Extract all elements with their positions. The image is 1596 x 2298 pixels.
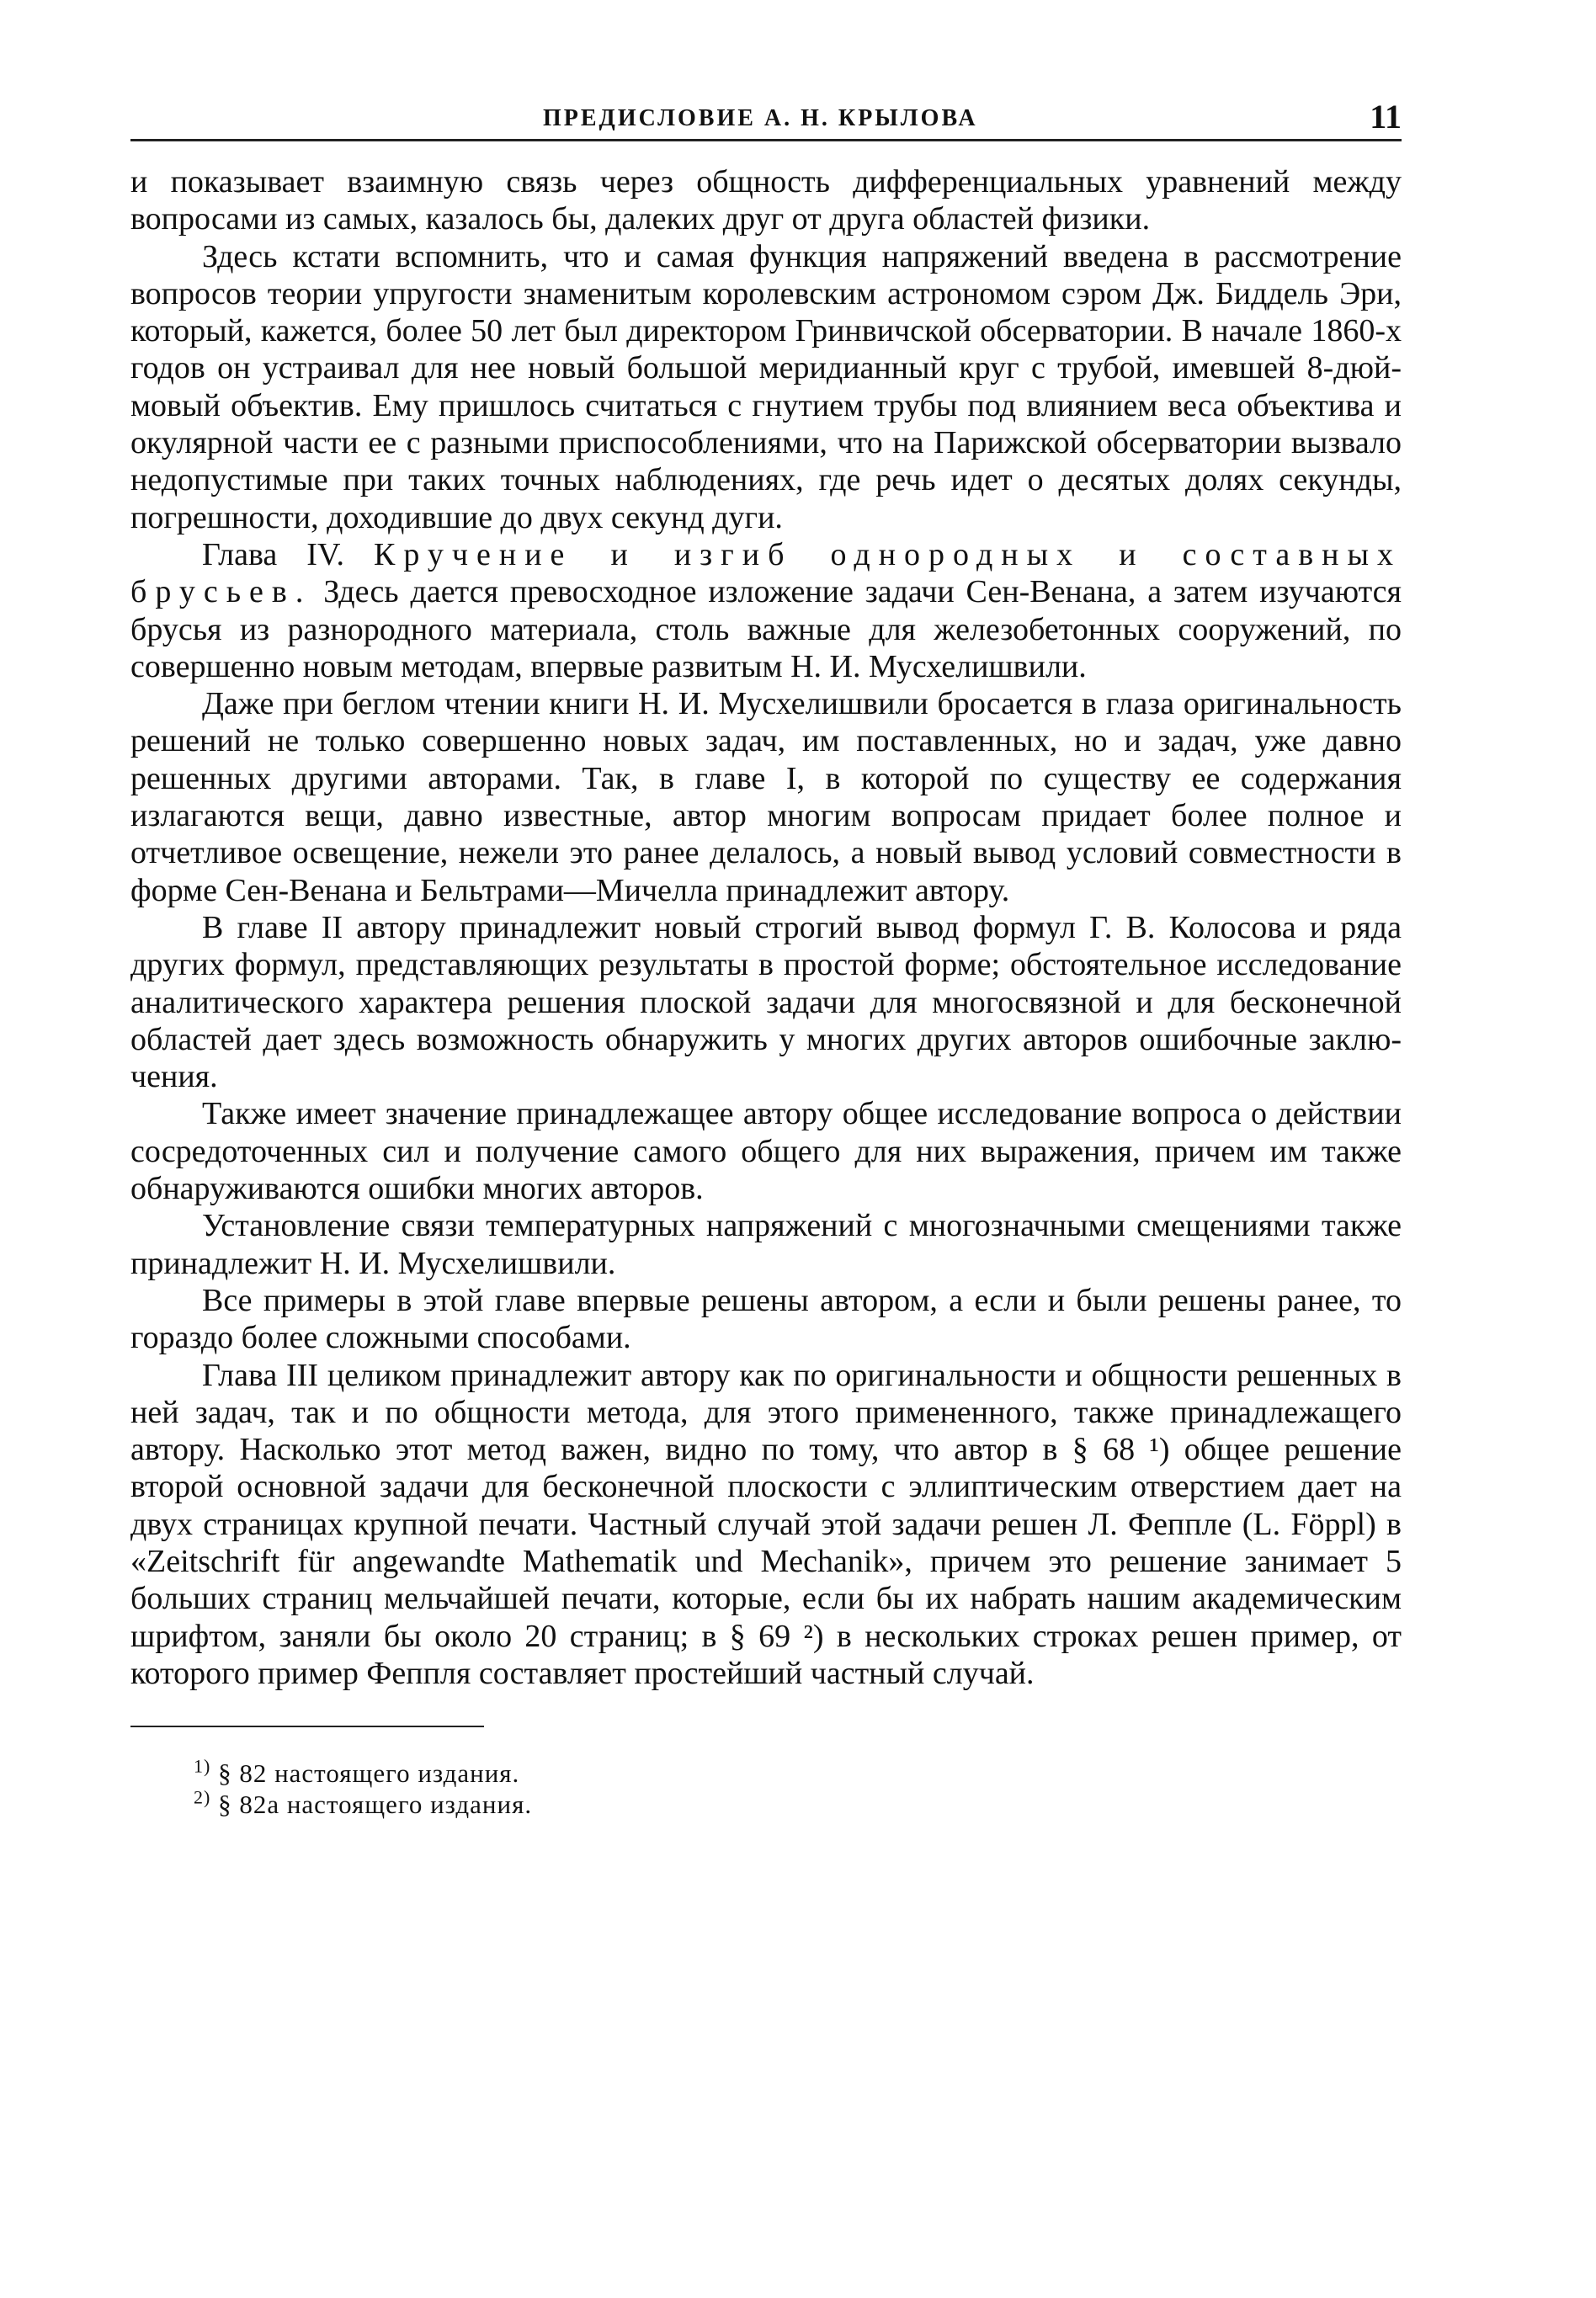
page-number: 11 [1370,98,1402,136]
paragraph-text: Здесь дается превосходное изложение задачи Сен-Венана, а затем изучаются брусья из разнородного материала, столь важные для железобетонных сооружений, по совершенно новым методам, впервые развитым Н. И. Мусхелишвили. [130,574,1402,684]
paragraph: Установление связи температурных напряжений с многозначными смещениями также принадлежит Н. И. Мусхелишвили. [130,1208,1402,1281]
running-title: ПРЕДИСЛОВИЕ А. Н. КРЫЛОВА [543,105,978,131]
paragraph: Все примеры в этой главе впервые решены автором, а если и были решены ранее, то гораздо более сложными способами. [130,1282,1402,1356]
footnotes [130,1726,1402,1820]
running-header [130,97,1402,141]
footnote-text: § 82 настоящего издания. [218,1758,520,1789]
footnote-text: § 82а настоящего издания. [218,1790,533,1820]
footnote-mark: 2) [194,1786,211,1808]
paragraph: В главе II автору принадлежит новый строгий вывод формул Г. В. Колосова и ряда других формул, представляющих результаты в простой форме; обстоятельное исследование аналитического характера решения плоской задачи для многосвязной и для бесконечной областей дает здесь возможность обнаружить у многих других авторов ошибочные заключения. [130,909,1402,1095]
footnote-mark: 1) [194,1755,211,1777]
paragraph: Здесь кстати вспомнить, что и самая функция напряжений введена в рассмотрение вопросов теории упругости знаменитым королевским астрономом сэром Дж. Биддель Эри, который, кажется, более 50 лет был директором Гринвичской обсерватории. В начале 1860-х годов он устраивал для нее новый большой меридианный круг с трубой, имевшей 8-дюймовый объектив. Ему пришлось считаться с гнутием трубы под влиянием веса объектива и окулярной части ее с разными приспособлениями, что на Парижской обсерватории вызвало недопустимые при таких точных наблюдениях, где речь идет о десятых долях секунды, погрешности, доходившие до двух секунд дуги. [130,238,1402,535]
footnote [130,1786,1402,1820]
footnote-divider [130,1726,484,1727]
chapter-label: Глава IV. [202,536,344,572]
paragraph [130,536,1402,685]
paragraph: Также имеет значение принадлежащее автору общее исследование вопроса о действии сосредоточенных сил и получение самого общего для них выражения, причем им также обнаруживаются ошибки многих авторов. [130,1096,1402,1207]
footnote [130,1755,1402,1789]
paragraph: Глава III целиком принадлежит автору как по оригинальности и общности решенных в ней задач, так и по общности метода, для этого примененного, также принадлежащего автору. Насколько этот метод важен, видно по тому, что автор в § 68 ¹) общее решение второй основной задачи для бесконечной плоскости с эллиптическим отверстием дает на двух страницах крупной печати. Частный случай этой задачи решен Л. Феппле (L. Föppl) в «Zeitschrift für angewandte Mathematik und Mechanik», причем это решение занимает 5 больших страниц мельчайшей печати, которые, если бы их набрать нашим академическим шрифтом, заняли бы около 20 страниц; в § 69 ²) в нескольких строках решен пример, от которого пример Феппля составляет простейший частный случай. [130,1357,1402,1691]
body-text [130,163,1402,1692]
paragraph: Даже при беглом чтении книги Н. И. Мусхелишвили бросается в глаза оригинальность решений не только совершенно новых задач, им поставленных, но и задач, уже давно решенных другими авторами. Так, в главе I, в которой по существу ее содержания излагаются вещи, давно известные, автор многим вопросам придает более полное и отчетливое освещение, нежели это ранее делалось, а новый вывод условий совместности в форме Сен-Венана и Бельтрами—Мичелла принадлежит автору. [130,686,1402,908]
paragraph: и показывает взаимную связь через общность дифференциальных уравнений между вопросами из самых, казалось бы, далеких друг от друга областей физики. [130,164,1402,237]
book-page [130,97,1402,1820]
chapter-title: Кручение и изгиб однородных и составных брусьев. [130,536,1402,610]
